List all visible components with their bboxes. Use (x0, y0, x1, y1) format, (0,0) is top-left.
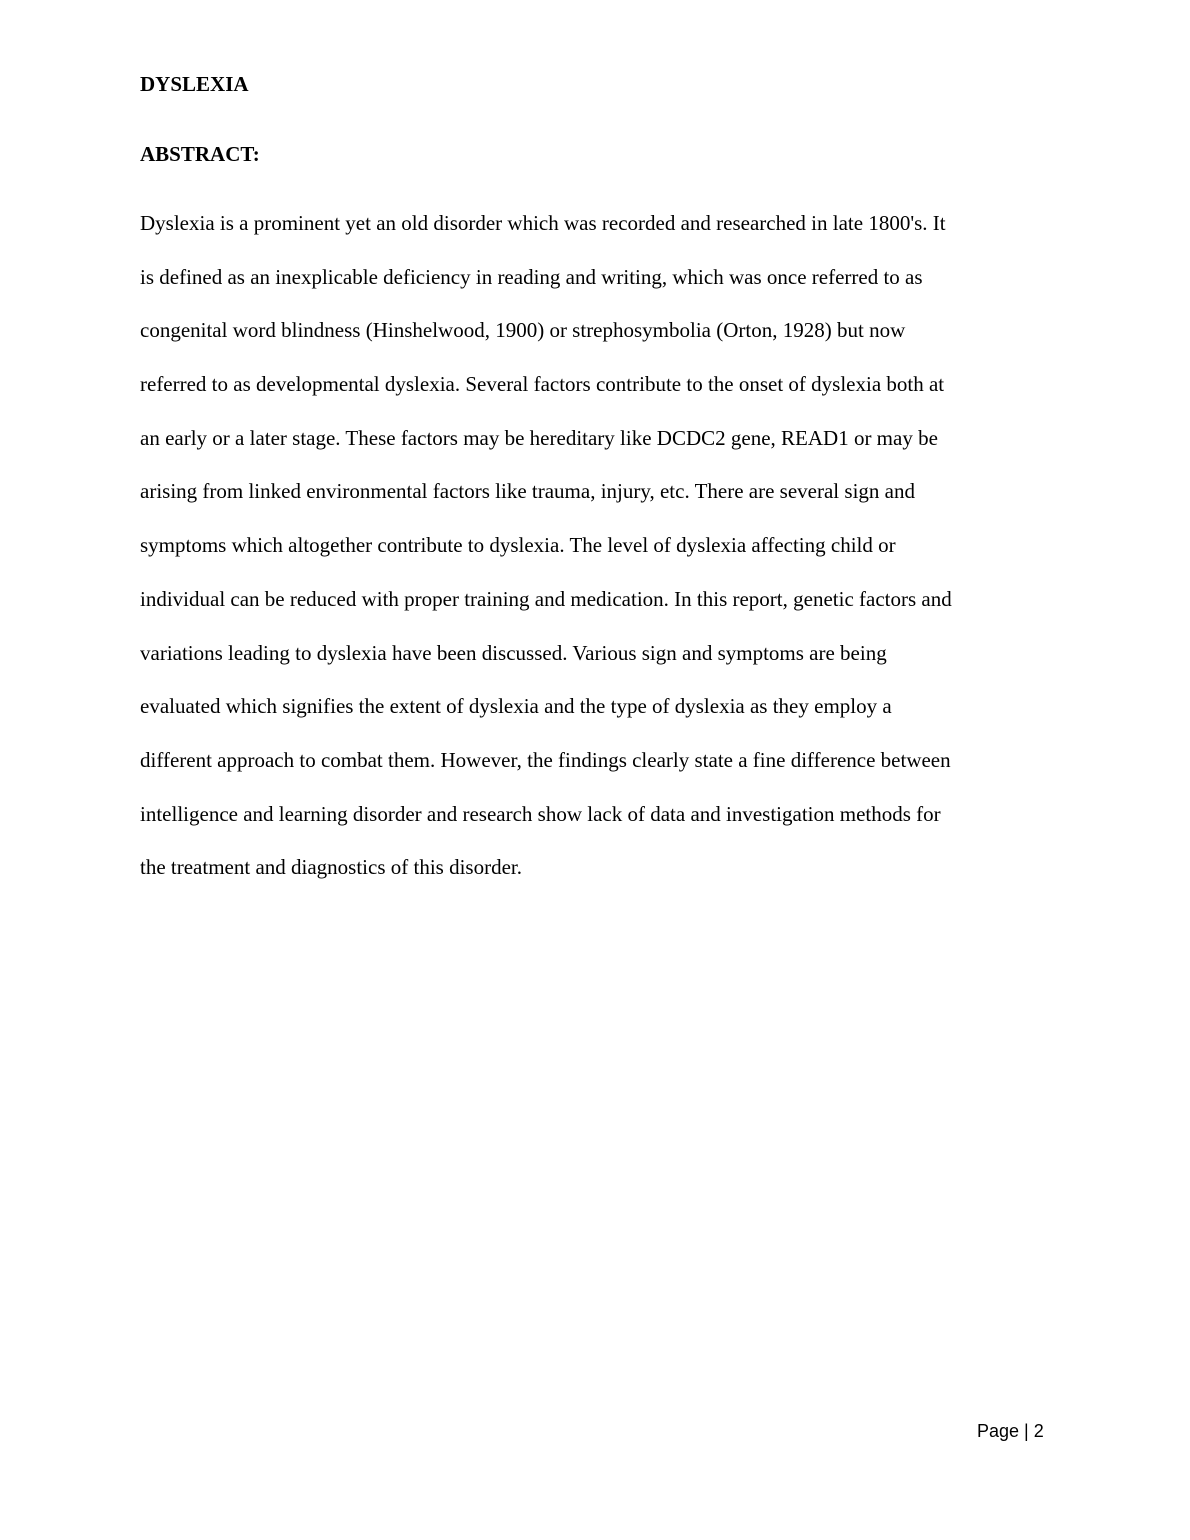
page-number: Page | 2 (977, 1421, 1044, 1441)
abstract-paragraph (140, 209, 1060, 907)
abstract-line: symptoms which altogether contribute to dyslexia. The level of dyslexia affecting child or (140, 533, 896, 558)
document-title: DYSLEXIA (140, 72, 249, 96)
abstract-heading: ABSTRACT: (140, 142, 260, 166)
abstract-line: intelligence and learning disorder and research show lack of data and investigation methods for (140, 801, 941, 826)
abstract-line: referred to as developmental dyslexia. Several factors contribute to the onset of dyslexia both at (140, 372, 945, 397)
abstract-line: variations leading to dyslexia have been discussed. Various sign and symptoms are being (140, 640, 887, 665)
abstract-line: is defined as an inexplicable deficiency in reading and writing, which was once referred to as (140, 264, 923, 289)
abstract-line: individual can be reduced with proper training and medication. In this report, genetic factors and (140, 586, 952, 611)
abstract-line: Dyslexia is a prominent yet an old disorder which was recorded and researched in late 1800's. It (140, 211, 946, 235)
abstract-line: the treatment and diagnostics of this disorder. (140, 855, 522, 880)
abstract-line: arising from linked environmental factors like trauma, injury, etc. There are several sign and (140, 479, 915, 504)
abstract-line: congenital word blindness (Hinshelwood, 1900) or strephosymbolia (Orton, 1928) but now (140, 318, 906, 343)
abstract-line: evaluated which signifies the extent of dyslexia and the type of dyslexia as they employ a (140, 694, 892, 719)
abstract-line: different approach to combat them. However, the findings clearly state a fine difference between (140, 747, 951, 772)
abstract-line: an early or a later stage. These factors may be hereditary like DCDC2 gene, READ1 or may be (140, 425, 938, 450)
